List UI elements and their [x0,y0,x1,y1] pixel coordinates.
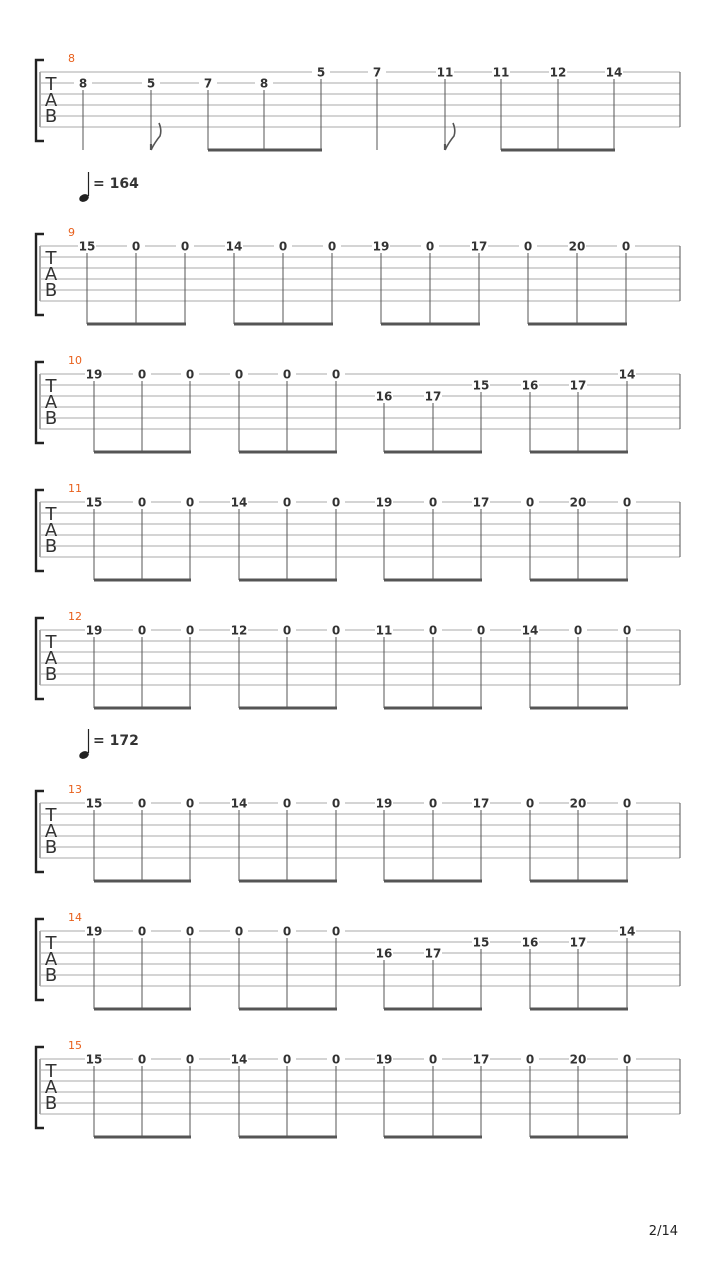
fret-number: 19 [372,239,390,254]
fret-number: 0 [525,1052,535,1067]
fret-number: 0 [137,367,147,382]
fret-number: 19 [85,623,103,638]
fret-number: 0 [185,623,195,638]
fret-number: 0 [185,796,195,811]
fret-number: 19 [85,924,103,939]
note-beam [501,149,615,152]
tab-clef-letter: T [45,1061,57,1082]
fret-number: 17 [472,1052,490,1067]
fret-number: 17 [569,935,587,950]
fret-number: 17 [470,239,488,254]
fret-number: 0 [331,623,341,638]
fret-number: 8 [259,76,269,91]
fret-number: 11 [492,65,510,80]
note-beam [94,1008,191,1011]
fret-number: 5 [146,76,156,91]
fret-number: 20 [569,796,587,811]
note-beam [528,323,627,326]
fret-number: 0 [622,623,632,638]
tempo-marking: = 164 [93,176,139,192]
fret-number: 5 [316,65,326,80]
fret-number: 0 [185,924,195,939]
fret-number: 14 [605,65,623,80]
fret-number: 17 [472,495,490,510]
page-indicator: 2/14 [648,1224,678,1239]
fret-number: 0 [282,623,292,638]
note-beam [239,579,337,582]
note-beam [384,451,482,454]
fret-number: 20 [569,1052,587,1067]
tab-clef-letter: T [45,933,57,954]
fret-number: 0 [282,495,292,510]
measure-number: 14 [68,911,82,924]
fret-number: 0 [282,367,292,382]
fret-number: 14 [618,367,636,382]
note-beam [530,579,628,582]
fret-number: 19 [85,367,103,382]
note-beam [94,451,191,454]
tab-clef-letter: A [44,520,58,541]
measure-number: 10 [68,354,82,367]
fret-number: 0 [331,367,341,382]
note-beam [384,1008,482,1011]
fret-number: 0 [185,367,195,382]
fret-number: 0 [331,924,341,939]
note-beam [94,1136,191,1139]
fret-number: 0 [234,367,244,382]
fret-number: 8 [78,76,88,91]
fret-number: 0 [137,623,147,638]
tab-clef-letter: B [44,664,58,685]
fret-number: 17 [472,796,490,811]
tab-clef-letter: A [44,949,58,970]
fret-number: 0 [234,924,244,939]
tab-clef-letter: T [45,248,57,269]
tab-clef-letter: B [44,837,58,858]
fret-number: 0 [428,796,438,811]
fret-number: 7 [372,65,382,80]
measure-number: 11 [68,482,82,495]
note-beam [239,451,337,454]
fret-number: 15 [472,935,490,950]
fret-number: 0 [621,239,631,254]
note-beam [234,323,333,326]
fret-number: 16 [375,946,393,961]
fret-number: 14 [230,796,248,811]
note-beam [384,579,482,582]
fret-number: 0 [137,796,147,811]
tab-clef-letter: A [44,1077,58,1098]
fret-number: 0 [331,495,341,510]
fret-number: 0 [425,239,435,254]
note-beam [94,880,191,883]
fret-number: 0 [137,495,147,510]
tab-clef-letter: T [45,376,57,397]
fret-number: 0 [428,1052,438,1067]
tab-clef-letter: A [44,392,58,413]
tab-clef-letter: B [44,106,58,127]
fret-number: 11 [375,623,393,638]
fret-number: 0 [137,924,147,939]
fret-number: 16 [521,378,539,393]
measure-number: 8 [68,52,75,65]
tab-clef-letter: T [45,805,57,826]
note-beam [239,880,337,883]
note-beam [384,1136,482,1139]
fret-number: 16 [521,935,539,950]
fret-number: 19 [375,1052,393,1067]
fret-number: 0 [185,1052,195,1067]
fret-number: 0 [573,623,583,638]
fret-number: 17 [569,378,587,393]
fret-number: 15 [78,239,96,254]
tab-clef-letter: A [44,264,58,285]
fret-number: 20 [569,495,587,510]
tab-clef-letter: T [45,504,57,525]
fret-number: 7 [203,76,213,91]
note-beam [239,1136,337,1139]
measure-number: 15 [68,1039,82,1052]
fret-number: 17 [424,389,442,404]
fret-number: 0 [185,495,195,510]
tab-clef-letter: B [44,1093,58,1114]
note-beam [94,579,191,582]
fret-number: 12 [230,623,248,638]
tab-clef-letter: A [44,90,58,111]
fret-number: 0 [331,796,341,811]
tab-clef-letter: A [44,648,58,669]
note-beam [530,1136,628,1139]
fret-number: 19 [375,495,393,510]
fret-number: 15 [85,796,103,811]
fret-number: 14 [521,623,539,638]
note-beam [530,707,628,710]
fret-number: 0 [525,796,535,811]
fret-number: 17 [424,946,442,961]
note-beam [530,880,628,883]
fret-number: 0 [282,924,292,939]
tab-clef-letter: A [44,821,58,842]
fret-number: 20 [568,239,586,254]
fret-number: 0 [282,796,292,811]
measure-number: 13 [68,783,82,796]
note-beam [87,323,186,326]
fret-number: 14 [230,1052,248,1067]
fret-number: 0 [428,495,438,510]
note-beam [239,707,337,710]
fret-number: 15 [85,495,103,510]
fret-number: 0 [622,1052,632,1067]
fret-number: 0 [131,239,141,254]
fret-number: 0 [476,623,486,638]
note-beam [384,880,482,883]
note-beam [94,707,191,710]
fret-number: 0 [278,239,288,254]
measure-number: 12 [68,610,82,623]
note-beam [208,149,322,152]
fret-number: 0 [137,1052,147,1067]
note-beam [381,323,480,326]
fret-number: 14 [230,495,248,510]
fret-number: 15 [85,1052,103,1067]
fret-number: 0 [331,1052,341,1067]
tempo-marking: = 172 [93,733,139,749]
fret-number: 0 [525,495,535,510]
note-beam [384,707,482,710]
fret-number: 19 [375,796,393,811]
fret-number: 0 [523,239,533,254]
fret-number: 11 [436,65,454,80]
fret-number: 15 [472,378,490,393]
fret-number: 12 [549,65,567,80]
tab-clef-letter: B [44,408,58,429]
tab-clef-letter: T [45,632,57,653]
fret-number: 16 [375,389,393,404]
note-beam [239,1008,337,1011]
note-beam [530,1008,628,1011]
note-beam [530,451,628,454]
fret-number: 14 [225,239,243,254]
fret-number: 0 [622,495,632,510]
fret-number: 0 [622,796,632,811]
tab-clef-letter: B [44,280,58,301]
fret-number: 14 [618,924,636,939]
fret-number: 0 [180,239,190,254]
fret-number: 0 [282,1052,292,1067]
tab-clef-letter: B [44,536,58,557]
fret-number: 0 [428,623,438,638]
fret-number: 0 [327,239,337,254]
tab-clef-letter: B [44,965,58,986]
measure-number: 9 [68,226,75,239]
tab-clef-letter: T [45,74,57,95]
